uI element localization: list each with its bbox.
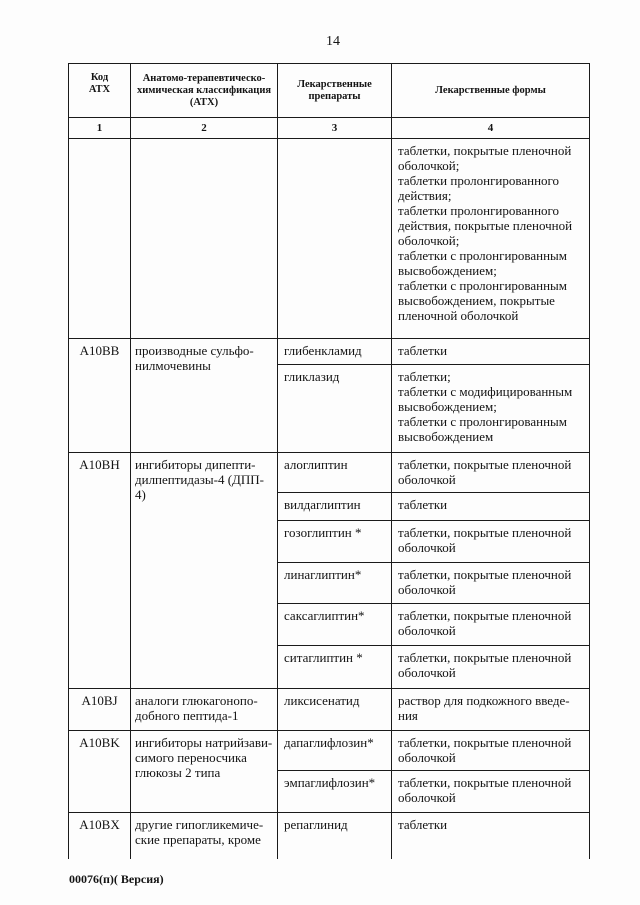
atc-classification-cell: производные сульфо- нилмочевины [131, 339, 278, 453]
dosage-forms-cell: таблетки [392, 493, 590, 521]
dosage-forms-cell: таблетки, покрытые пленочной оболочкой [392, 731, 590, 771]
table-row [69, 453, 590, 493]
atc-drug-table [68, 63, 590, 859]
column-number: 2 [131, 118, 278, 139]
atc-classification-cell: другие гипогликемиче- ские препараты, кроме [131, 813, 278, 859]
header-forms: Лекарственные формы [392, 64, 590, 118]
drug-name-cell: алоглиптин [278, 453, 392, 493]
table-row [69, 813, 590, 859]
atc-code-cell: A10BH [69, 453, 131, 689]
dosage-forms-cell: таблетки, покрытые пленочной оболочкой [392, 771, 590, 813]
header-drugs: Лекарственные препараты [278, 64, 392, 118]
dosage-forms-cell: таблетки, покрытые пленочной оболочкой [392, 521, 590, 563]
column-number: 1 [69, 118, 131, 139]
empty-cell [278, 139, 392, 339]
drug-name-cell: линаглиптин* [278, 563, 392, 604]
dosage-forms-cell: таблетки [392, 813, 590, 859]
drug-name-cell: саксаглиптин* [278, 604, 392, 646]
drug-name-cell: ситаглиптин * [278, 646, 392, 689]
header-code: Код АТХ [69, 64, 131, 118]
empty-cell [69, 139, 131, 339]
atc-code-cell: A10BK [69, 731, 131, 813]
atc-classification-cell: аналоги глюкагонопо- добного пептида-1 [131, 689, 278, 731]
empty-cell [131, 139, 278, 339]
column-number: 4 [392, 118, 590, 139]
atc-code-cell: A10BB [69, 339, 131, 453]
drug-name-cell: вилдаглиптин [278, 493, 392, 521]
header-classification: Анатомо-терапевтическо- химическая классификация (АТХ) [131, 64, 278, 118]
page-number: 14 [326, 34, 340, 49]
atc-code-cell: A10BJ [69, 689, 131, 731]
atc-classification-cell: ингибиторы натрийзави- симого переносчика глюкозы 2 типа [131, 731, 278, 813]
table-row-continuation [69, 139, 590, 339]
dosage-forms-cell: таблетки; таблетки с модифицированным высвобождением; таблетки с пролонгированным высвобождением [392, 365, 590, 453]
drug-name-cell: эмпаглифлозин* [278, 771, 392, 813]
dosage-forms-cell: таблетки, покрытые пленочной оболочкой [392, 453, 590, 493]
dosage-forms-cell: таблетки, покрытые пленочной оболочкой; таблетки пролонгированного действия; таблетки пролонгированного действия, покрытые пленочной оболочкой; таблетки с пролонгированным высвобождением; таблетки с пролонгированным высвобождением, покрытые пленочной оболочкой [392, 139, 590, 339]
dosage-forms-cell: таблетки, покрытые пленочной оболочкой [392, 646, 590, 689]
dosage-forms-cell: раствор для подкожного введе- ния [392, 689, 590, 731]
drug-name-cell: репаглинид [278, 813, 392, 859]
drug-name-cell: гликлазид [278, 365, 392, 453]
document-footer-code: 00076(п)( Версия) [69, 872, 164, 886]
table-header-row [69, 64, 590, 118]
table-row [69, 689, 590, 731]
atc-classification-cell: ингибиторы дипепти- дилпептидазы-4 (ДПП- 4) [131, 453, 278, 689]
table-row [69, 731, 590, 771]
drug-name-cell: дапаглифлозин* [278, 731, 392, 771]
drug-name-cell: глибенкламид [278, 339, 392, 365]
dosage-forms-cell: таблетки, покрытые пленочной оболочкой [392, 563, 590, 604]
dosage-forms-cell: таблетки [392, 339, 590, 365]
table-row [69, 339, 590, 365]
column-number-row [69, 118, 590, 139]
column-number: 3 [278, 118, 392, 139]
drug-name-cell: гозоглиптин * [278, 521, 392, 563]
atc-code-cell: A10BX [69, 813, 131, 859]
drug-name-cell: ликсисенатид [278, 689, 392, 731]
dosage-forms-cell: таблетки, покрытые пленочной оболочкой [392, 604, 590, 646]
